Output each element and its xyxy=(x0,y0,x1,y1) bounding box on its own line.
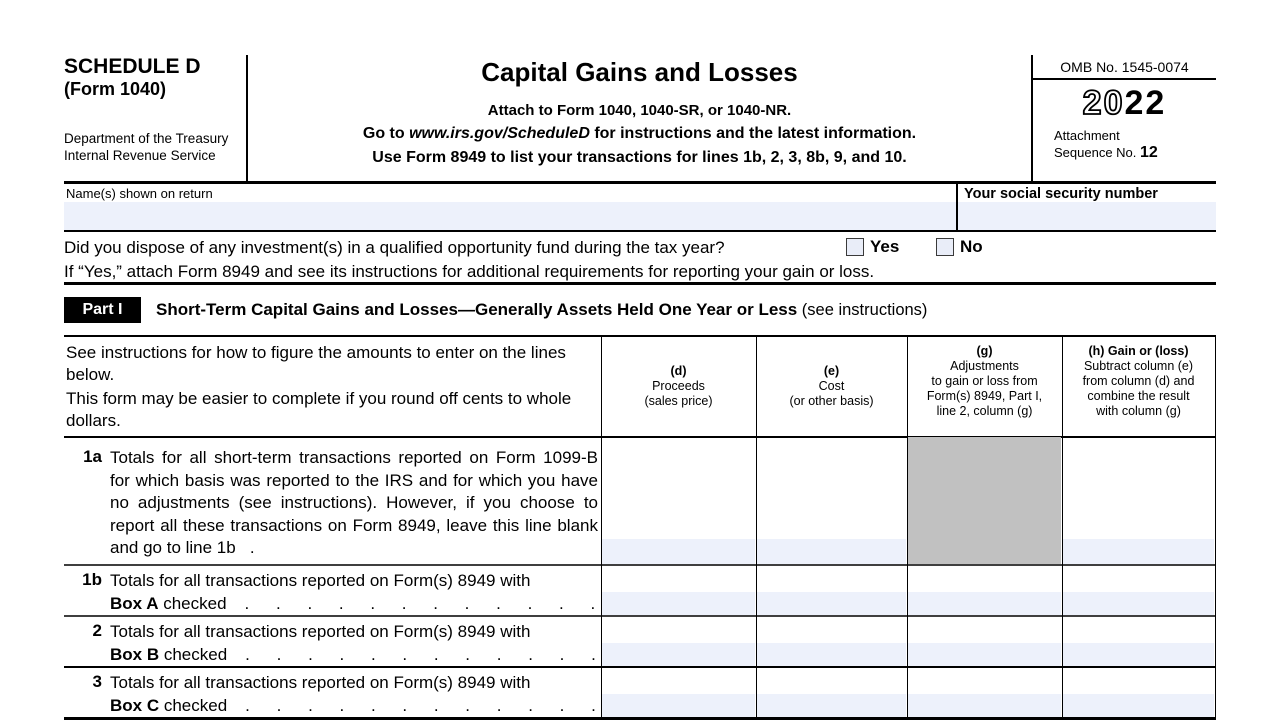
row-2-number: 2 xyxy=(92,621,102,640)
row-1a-bottom-rule xyxy=(64,564,1216,566)
row-3-number: 3 xyxy=(92,672,102,691)
cell-2-proceeds-input[interactable] xyxy=(602,643,755,666)
cell-2-cost-input[interactable] xyxy=(757,643,906,666)
table-vline-4 xyxy=(1062,335,1064,720)
column-header-e xyxy=(757,336,906,436)
column-header-d xyxy=(602,336,755,436)
row-1a-text: Totals for all short-term transactions reported on Form 1099-B for which basis was reported to the IRS and for which you have no adjustments (see instructions). However, if you choose to report all these transactions on Form 8949, leave this line blank and go to line 1b . xyxy=(110,448,598,557)
cell-2-gain-input[interactable] xyxy=(1063,643,1214,666)
col-h-line2: from column (d) and xyxy=(1082,374,1195,388)
no-checkbox[interactable] xyxy=(936,238,954,256)
col-g-line1: Adjustments xyxy=(950,359,1019,373)
row-1b-line2 xyxy=(110,593,602,616)
row-1a-number: 1a xyxy=(83,447,102,466)
year-outline: 20 xyxy=(1082,84,1125,122)
col-e-line1: Cost xyxy=(818,378,845,393)
irs-line: Internal Revenue Service xyxy=(64,148,216,163)
row-1b-dot-leader: . . . . . . . . . . . . xyxy=(244,594,597,613)
row-2-dot-leader: . . . . . . . . . . . . xyxy=(245,645,597,664)
col-e-line2: (or other basis) xyxy=(789,393,874,408)
table-vline-2 xyxy=(756,335,758,720)
treasury-line: Department of the Treasury xyxy=(64,131,229,146)
attach-instruction: Attach to Form 1040, 1040-SR, or 1040-NR. xyxy=(487,102,792,119)
row-1b-checked-label: checked xyxy=(158,594,227,613)
row-1b-box-label: Box A xyxy=(110,594,159,613)
qof-question: Did you dispose of any investment(s) in a qualified opportunity fund during the tax year? xyxy=(64,238,725,257)
part1-title xyxy=(156,300,927,320)
row-3-box-label: Box C xyxy=(110,696,160,715)
cell-3-adjustments-input[interactable] xyxy=(908,694,1061,717)
schedule-label: SCHEDULE D xyxy=(64,55,201,78)
row-3-dot-leader: . . . . . . . . . . . . xyxy=(245,696,597,715)
col-g-line4: line 2, column (g) xyxy=(936,404,1033,418)
ssn-input[interactable] xyxy=(958,202,1216,230)
cell-3-gain-input[interactable] xyxy=(1063,694,1214,717)
table-vline-5 xyxy=(1215,335,1217,720)
attachment-label: Attachment xyxy=(1054,128,1120,143)
question-bottom-rule xyxy=(64,282,1216,285)
part1-title-text: Short-Term Capital Gains and Losses—Generally Assets Held One Year or Less xyxy=(156,300,798,319)
column-header-g xyxy=(908,336,1061,419)
row-3-checked-label: checked xyxy=(159,696,228,715)
col-d-letter: (d) xyxy=(670,363,687,378)
name-input[interactable] xyxy=(64,202,956,230)
table-intro-2: This form may be easier to complete if you round off cents to whole dollars. xyxy=(66,389,572,430)
cell-1b-proceeds-input[interactable] xyxy=(602,592,755,615)
goto-suffix: for instructions and the latest information. xyxy=(589,125,917,142)
cell-1b-cost-input[interactable] xyxy=(757,592,906,615)
tax-year xyxy=(1033,84,1216,123)
form-title: Capital Gains and Losses xyxy=(481,57,798,87)
col-h-line4: with column (g) xyxy=(1096,404,1181,418)
year-solid: 22 xyxy=(1124,84,1167,122)
table-vline-1 xyxy=(601,335,603,720)
row-1b-line1: Totals for all transactions reported on Form(s) 8949 with xyxy=(110,571,531,590)
cell-3-proceeds-input[interactable] xyxy=(602,694,755,717)
cell-1a-adjustments-disabled xyxy=(908,437,1061,565)
col-g-letter: (g) xyxy=(976,344,993,358)
qof-instruction: If “Yes,” attach Form 8949 and see its instructions for additional requirements for reporting your gain or loss. xyxy=(64,262,875,281)
row-2-line2 xyxy=(110,644,602,667)
sequence-number: 12 xyxy=(1140,144,1158,161)
cell-1a-proceeds-input[interactable] xyxy=(602,539,755,564)
cell-1a-cost-input[interactable] xyxy=(757,539,906,564)
col-e-letter: (e) xyxy=(823,363,840,378)
row-3-line1: Totals for all transactions reported on Form(s) 8949 with xyxy=(110,673,531,692)
yes-checkbox[interactable] xyxy=(846,238,864,256)
omb-number: OMB No. 1545-0074 xyxy=(1060,59,1189,75)
goto-instruction xyxy=(248,125,1031,143)
use-form-instruction: Use Form 8949 to list your transactions for lines 1b, 2, 3, 8b, 9, and 10. xyxy=(372,149,907,166)
row-1b-bottom-rule xyxy=(64,615,1216,617)
sequence-label: Sequence No. xyxy=(1054,145,1141,160)
row-2-box-label: Box B xyxy=(110,645,160,664)
col-d-line1: Proceeds xyxy=(652,378,705,393)
yes-label: Yes xyxy=(870,237,900,256)
goto-prefix: Go to xyxy=(362,125,410,142)
col-h-line1: Subtract column (e) xyxy=(1083,359,1194,373)
omb-underline xyxy=(1033,78,1216,80)
cell-1b-gain-input[interactable] xyxy=(1063,592,1214,615)
table-vline-3 xyxy=(907,335,909,720)
col-g-line3: Form(s) 8949, Part I, xyxy=(926,389,1043,403)
form-number-label: (Form 1040) xyxy=(64,79,167,99)
column-header-h xyxy=(1063,336,1214,419)
sequence-line xyxy=(1054,144,1158,162)
row-1b-number: 1b xyxy=(82,570,102,589)
goto-url: www.irs.gov/ScheduleD xyxy=(409,125,590,142)
row-2-checked-label: checked xyxy=(159,645,228,664)
cell-2-adjustments-input[interactable] xyxy=(908,643,1061,666)
ssn-label: Your social security number xyxy=(964,186,1158,202)
header-bottom-rule xyxy=(64,181,1216,184)
col-g-line2: to gain or loss from xyxy=(931,374,1038,388)
cell-1a-gain-input[interactable] xyxy=(1063,539,1214,564)
name-label: Name(s) shown on return xyxy=(66,186,213,201)
cell-3-cost-input[interactable] xyxy=(757,694,906,717)
row-2-line1: Totals for all transactions reported on Form(s) 8949 with xyxy=(110,622,531,641)
name-row-bottom-rule xyxy=(64,230,1216,232)
part1-badge: Part I xyxy=(64,297,141,323)
row-3-line2 xyxy=(110,695,602,718)
col-h-letter: (h) Gain or (loss) xyxy=(1088,344,1189,358)
col-d-line2: (sales price) xyxy=(644,393,713,408)
no-label: No xyxy=(960,237,983,256)
row-2-bottom-rule xyxy=(64,666,1216,668)
cell-1b-adjustments-input[interactable] xyxy=(908,592,1061,615)
col-h-line3: combine the result xyxy=(1087,389,1190,403)
part1-title-note: (see instructions) xyxy=(797,301,928,319)
table-intro-1: See instructions for how to figure the amounts to enter on the lines below. xyxy=(66,343,566,384)
